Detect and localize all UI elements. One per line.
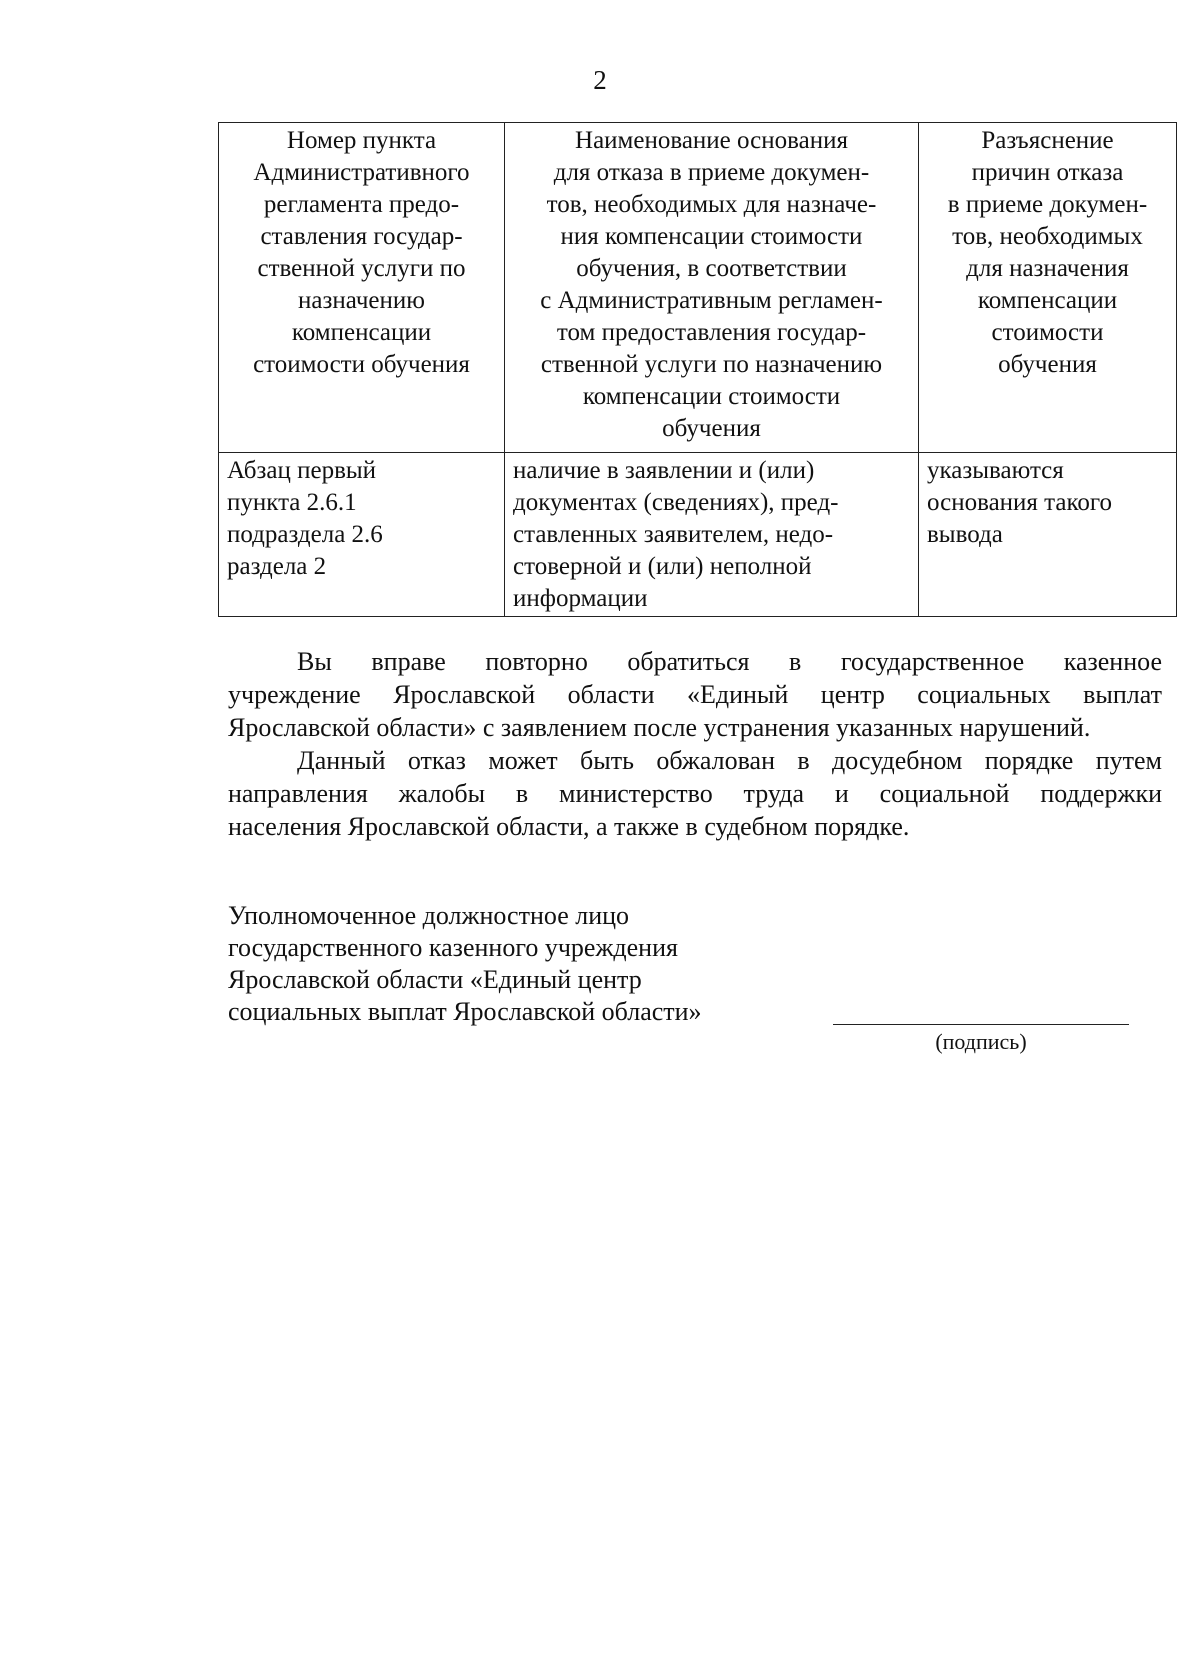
header-line: стоимости обучения: [253, 351, 470, 378]
cell-line: пункта 2.6.1: [227, 489, 357, 516]
table-row: [219, 453, 1177, 617]
cell-line: документах (сведениях), пред-: [513, 489, 839, 516]
cell-line: указываются: [927, 457, 1064, 484]
cell-line: Абзац первый: [227, 457, 377, 484]
paragraph-line: Вы вправе повторно обратиться в государственное казенное: [297, 647, 1162, 676]
header-line: в приеме докумен-: [947, 191, 1148, 218]
cell-reason-text: [505, 453, 919, 617]
table-header-row: [219, 123, 1177, 453]
header-line: ставления государ-: [260, 223, 463, 250]
header-line: обучения: [662, 415, 761, 442]
header-line: компенсации стоимости: [582, 383, 841, 410]
paragraph-appeal-procedure: [228, 744, 1162, 843]
header-line: том предоставления государ-: [556, 319, 867, 346]
header-line: причин отказа: [971, 159, 1124, 186]
signatory-line: государственного казенного учреждения: [228, 933, 678, 962]
header-line: регламента предо-: [263, 191, 460, 218]
header-line: тов, необходимых для назначе-: [546, 191, 877, 218]
paragraph-line: учреждение Ярославской области «Единый центр социальных выплат: [228, 680, 1162, 709]
signature-caption: (подпись): [935, 1029, 1027, 1054]
cell-line: информации: [513, 585, 648, 612]
cell-line: подраздела 2.6: [227, 521, 383, 548]
header-line: с Административным регламен-: [540, 287, 883, 314]
header-cell-reason-name: [505, 123, 919, 453]
signatory-line: Уполномоченное должностное лицо: [228, 901, 630, 930]
header-line: тов, необходимых: [952, 223, 1143, 250]
paragraph-line: Данный отказ может быть обжалован в досудебном порядке путем: [297, 746, 1162, 775]
cell-line: вывода: [927, 521, 1003, 548]
header-line: обучения: [998, 351, 1097, 378]
header-line: Разъяснение: [981, 127, 1114, 154]
cell-line: стоверной и (или) неполной: [513, 553, 812, 580]
cell-line: основания такого: [927, 489, 1113, 516]
header-line: ния компенсации стоимости: [560, 223, 863, 250]
paragraph-line: населения Ярославской области, а также в судебном порядке.: [228, 812, 910, 841]
cell-explanation-text: [919, 453, 1177, 617]
cell-item-reference: [219, 453, 505, 617]
header-line: ственной услуги по назначению: [540, 351, 883, 378]
signatory-title: [228, 900, 702, 1028]
header-line: стоимости: [991, 319, 1104, 346]
header-cell-explanation: [919, 123, 1177, 453]
header-line: для назначения: [966, 255, 1129, 282]
header-line: для отказа в приеме докумен-: [553, 159, 870, 186]
header-line: Административного: [253, 159, 470, 186]
paragraph-line: Ярославской области» с заявлением после устранения указанных нарушений.: [228, 713, 1091, 742]
header-line: ственной услуги по: [257, 255, 466, 282]
cell-line: наличие в заявлении и (или): [513, 457, 815, 484]
signatory-line: Ярославской области «Единый центр: [228, 965, 642, 994]
signatory-line: социальных выплат Ярославской области»: [228, 997, 702, 1026]
header-line: компенсации: [977, 287, 1118, 314]
cell-line: ставленных заявителем, недо-: [513, 521, 834, 548]
page-number: 2: [593, 65, 607, 95]
refusal-reasons-table: [218, 122, 1177, 617]
paragraph-appeal-right: [228, 645, 1162, 744]
paragraph-line: направления жалобы в министерство труда и социальной поддержки: [228, 779, 1162, 808]
header-line: обучения, в соответствии: [576, 255, 847, 282]
signature-line: [833, 1024, 1129, 1025]
header-line: Наименование основания: [575, 127, 848, 154]
header-line: назначению: [298, 287, 425, 314]
header-line: компенсации: [291, 319, 432, 346]
header-cell-item-number: [219, 123, 505, 453]
cell-line: раздела 2: [227, 553, 327, 580]
header-line: Номер пункта: [286, 127, 437, 154]
